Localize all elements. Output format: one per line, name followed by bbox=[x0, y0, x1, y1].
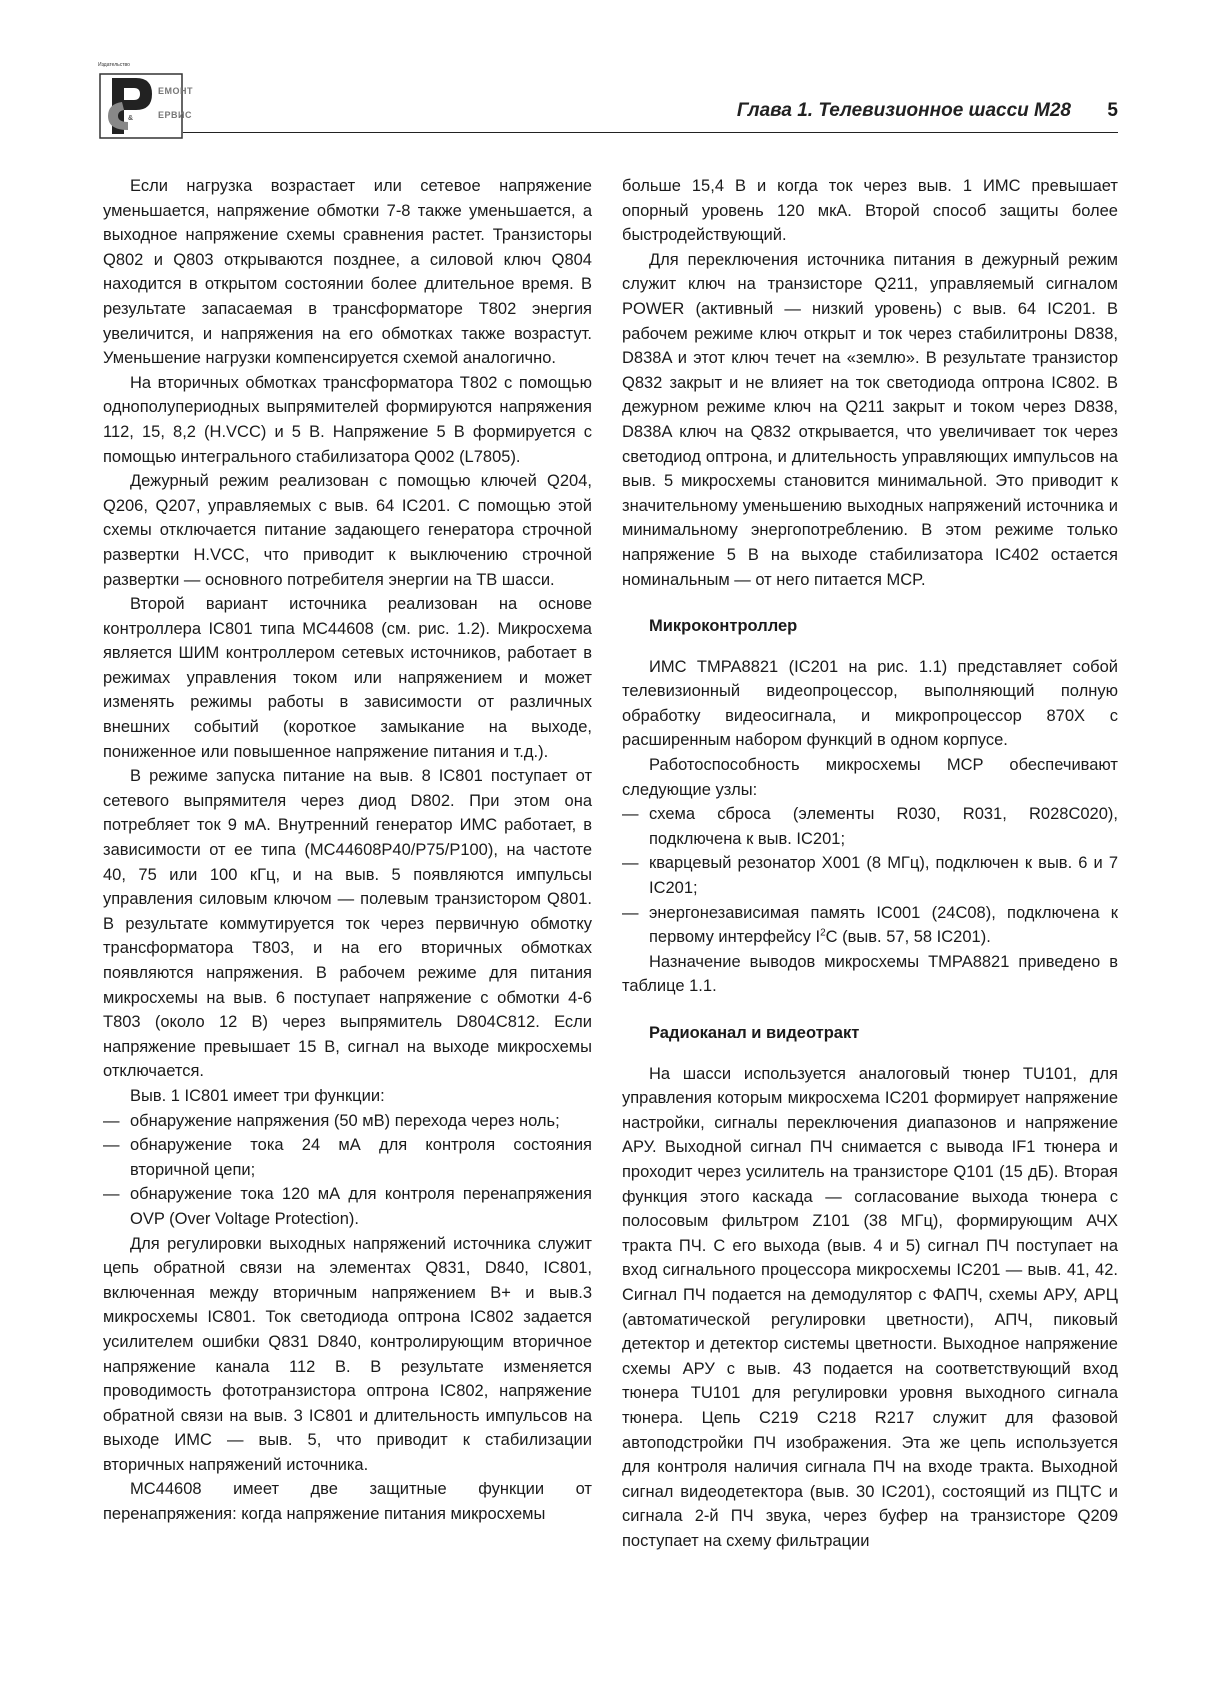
node-list bbox=[622, 802, 1118, 950]
list-item: — обнаружение тока 120 мА для контроля перенапряжения OVP (Over Voltage Protection). bbox=[103, 1182, 592, 1231]
paragraph: Работоспособность микросхемы MCP обеспечивают следующие узлы: bbox=[622, 756, 1118, 799]
publisher-label: Издательство bbox=[98, 62, 130, 68]
paragraph: Второй вариант источника реализован на основе контроллера IC801 типа MC44608 (см. рис. 1.2). Микросхема является ШИМ контроллером сетевых источников, работает в режимах управления током или напряжением и может изменять режимы работы в зависимости от различных внешних событий (короткое замыкание на выходе, пониженное или повышенное напряжение питания и т.д.). bbox=[103, 595, 592, 761]
logo-text-remont: ЕМОНТ bbox=[158, 86, 193, 96]
section-heading-radio-channel: Радиоканал и видеотракт bbox=[649, 1024, 860, 1042]
list-item: — обнаружение напряжения (50 мВ) перехода через ноль; bbox=[103, 1109, 592, 1134]
list-item: — обнаружение тока 24 мА для контроля состояния вторичной цепи; bbox=[103, 1133, 592, 1182]
paragraph: MC44608 имеет две защитные функции от перенапряжения: когда напряжение питания микросхемы bbox=[103, 1480, 592, 1524]
list-item-text: C (выв. 57, 58 IC201). bbox=[825, 928, 991, 947]
section-heading-microcontroller: Микроконтроллер bbox=[649, 617, 798, 636]
superscript: 2 bbox=[820, 927, 826, 939]
paragraph: В режиме запуска питание на выв. 8 IC801 поступает от сетевого выпрямителя через диод D802. При этом она потребляет ток 9 мА. Внутренний генератор ИМС работает, в зависимости от ее типа (MC44608P40/P75/P100), на частоте 40, 75 или 100 кГц, и на выв. 5 появляются импульсы управления силовым ключом — полевым транзистором Q801. В результате коммутируется ток через первичную обмотку трансформатора T803, и на его вторичных обмотках появляются напряжения. В рабочем режиме для питания микросхемы на выв. 6 поступает напряжение с обмотки 4-6 T803 (около 12 В) через выпрямитель D804C812. Если напряжение превышает 15 В, сигнал на выходе микросхемы отключается. bbox=[103, 767, 592, 1081]
list-item-text: энергонезависимая память IC001 (24C08), подключена к первому интерфейсу I bbox=[649, 903, 1118, 947]
left-column bbox=[103, 174, 592, 1527]
remont-servis-logo-icon bbox=[98, 72, 184, 140]
paragraph: Назначение выводов микросхемы TMPA8821 приведено в таблице 1.1. bbox=[622, 952, 1118, 996]
paragraph: На вторичных обмотках трансформатора T802 с помощью однополупериодных выпрямителей формируются напряжения 112, 15, 8,2 (H.VCC) и 5 В. Напряжение 5 В формируется с помощью интегрального стабилизатора Q002 (L7805). bbox=[103, 373, 592, 466]
svg-text:&: & bbox=[128, 115, 134, 122]
logo-text-servis: ЕРВИС bbox=[158, 110, 192, 120]
paragraph: больше 15,4 В и когда ток через выв. 1 ИМС превышает опорный уровень 120 мкА. Второй способ защиты более быстродействующий. bbox=[622, 177, 1118, 245]
publisher-logo bbox=[98, 62, 193, 144]
header-divider bbox=[183, 132, 1118, 133]
page-number: 5 bbox=[1107, 100, 1118, 121]
paragraph: Для переключения источника питания в дежурный режим служит ключ на транзисторе Q211, управляемый сигналом POWER (активный — низкий уровень) с выв. 64 IC201. В рабочем режиме ключ открыт и ток через стабилитроны D838, D838A и этот ключ течет на «землю». В результате транзистор Q832 закрыт и не влияет на ток светодиода оптрона IC802. В дежурном режиме ключ на Q211 закрыт и током через D838, D838A ключ на Q832 открывается, что увеличивает ток через светодиод оптрона, и длительность управляющих импульсов на выв. 5 микросхемы становится минимальной. Это приводит к значительному уменьшению выходных напряжений источника и минимальному энергопотреблению. В этом режиме только напряжение 5 В на выходе стабилизатора IC402 остается номинальным — от него питается MCP. bbox=[622, 250, 1118, 589]
function-list bbox=[103, 1109, 592, 1232]
paragraph: Дежурный режим реализован с помощью ключей Q204, Q206, Q207, управляемых с выв. 64 IC201. С помощью этой схемы отключается питание задающего генератора строчной развертки H.VCC, что приводит к выключению строчной развертки — основного потребителя энергии на ТВ шасси. bbox=[103, 472, 592, 589]
paragraph: На шасси используется аналоговый тюнер TU101, для управления которым микросхема IC201 формирует напряжение настройки, сигналы переключения диапазонов и напряжение АРУ. Выходной сигнал ПЧ снимается с вывода IF1 тюнера и проходит через усилитель на транзисторе Q101 (15 дБ). Вторая функция этого каскада — согласование выхода тюнера с полосовым фильтром Z101 (38 МГц), формирующим АЧХ тракта ПЧ. С его выхода (выв. 4 и 5) сигнал ПЧ поступает на вход сигнального процессора микросхемы IC201 — выв. 41, 42. Сигнал ПЧ подается на демодулятор с ФАПЧ, схемы АРУ, АРЦ (автоматической регулировки цветности), АПЧ, пиковый детектор и детектор системы цветности. Выходное напряжение схемы АРУ с выв. 43 подается на соответствующий вход тюнера TU101 для регулировки уровня выходного сигнала тюнера. Цепь C219 C218 R217 служит для фазовой автоподстройки ПЧ изображения. Эта же цепь используется для контроля наличия сигнала ПЧ на входе тракта. Выходной сигнал видеодетектора (выв. 30 IC201), состоящий из ПЦТС и сигнала 2-й ПЧ звука, через буфер на транзисторе Q209 поступает на схему фильтрации bbox=[622, 1064, 1118, 1550]
list-item bbox=[622, 901, 1118, 950]
paragraph: Если нагрузка возрастает или сетевое напряжение уменьшается, напряжение обмотки 7-8 также уменьшается, а выходное напряжение схемы сравнения растет. Транзисторы Q802 и Q803 открываются позднее, а силовой ключ Q804 находится в открытом состоянии более длительное время. В результате запасаемая в трансформаторе T802 энергия увеличится, и напряжения на его обмотках также возрастут. Уменьшение нагрузки компенсируется схемой аналогично. bbox=[103, 177, 592, 368]
right-column bbox=[622, 174, 1118, 1553]
list-item: — кварцевый резонатор X001 (8 МГц), подключен к выв. 6 и 7 IC201; bbox=[622, 851, 1118, 900]
paragraph: Выв. 1 IC801 имеет три функции: bbox=[130, 1086, 385, 1105]
paragraph: Для регулировки выходных напряжений источника служит цепь обратной связи на элементах Q831, D840, IC801, включенная между вторичным напряжением B+ и выв.3 микросхемы IC801. Ток светодиода оптрона IC802 задается усилителем ошибки Q831 D840, контролирующим вторичное напряжение канала 112 В. В результате изменяется проводимость фототранзистора оптрона IC802, напряжение обратной связи на выв. 3 IC801 и длительность импульсов на выходе ИМС — выв. 5, что приводит к стабилизации вторичных напряжений источника. bbox=[103, 1234, 592, 1474]
paragraph: ИМС TMPA8821 (IC201 на рис. 1.1) представляет собой телевизионный видеопроцессор, выполняющий полную обработку видеосигнала, и микропроцессор 870X с расширенным набором функций в одном корпусе. bbox=[622, 657, 1118, 750]
list-item: — схема сброса (элементы R030, R031, R028C020), подключена к выв. IC201; bbox=[622, 802, 1118, 851]
chapter-title: Глава 1. Телевизионное шасси М28 bbox=[736, 100, 1071, 121]
